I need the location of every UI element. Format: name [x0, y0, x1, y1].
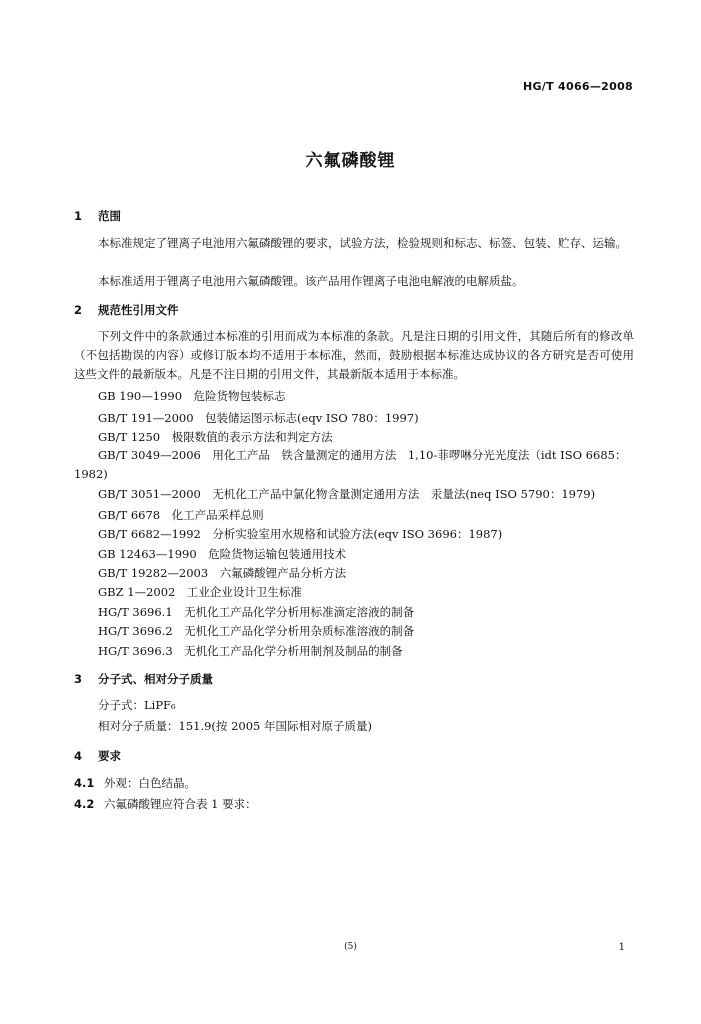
section-1-paragraph-2: 本标准适用于锂离子电池用六氟磷酸锂。该产品用作锂离子电池电解液的电解质盐。: [98, 274, 524, 288]
footer-sequence: (5): [344, 942, 357, 952]
reference-item: GB/T 19282—2003 六氟磷酸锂产品分析方法: [98, 566, 347, 580]
section-title: 要求: [98, 749, 121, 763]
reference-item: GB 190—1990 危险货物包装标志: [98, 389, 286, 403]
document-title: 六氟磷酸锂: [305, 151, 396, 171]
section-4-heading: [74, 748, 121, 764]
reference-item: HG/T 3696.3 无机化工产品化学分析用制剂及制品的制备: [98, 644, 403, 658]
molecular-mass: 相对分子质量：151.9(按 2005 年国际相对原子质量): [98, 719, 372, 733]
reference-item: GB/T 191—2000 包装储运图示标志(eqv ISO 780：1997): [98, 411, 419, 425]
molecular-formula: 分子式：LiPF₆: [98, 698, 176, 712]
standard-number: HG/T 4066—2008: [522, 80, 633, 93]
reference-item: GBZ 1—2002 工业企业设计卫生标准: [98, 585, 302, 599]
clause-number: 4.2: [74, 797, 95, 811]
reference-item: HG/T 3696.1 无机化工产品化学分析用标准滴定溶液的制备: [98, 605, 415, 619]
section-number: 3: [74, 672, 83, 686]
reference-item: GB/T 1250 极限数值的表示方法和判定方法: [98, 430, 333, 444]
section-1-paragraph-1: 本标准规定了锂离子电池用六氟磷酸锂的要求，试验方法，检验规则和标志、标签、包装、贮存、运输。: [98, 236, 627, 250]
section-2-intro: 下列文件中的条款通过本标准的引用而成为本标准的条款。凡是注日期的引用文件，其随后所有的修改单（不包括勘误的内容）或修订版本均不适用于本标准，然而，鼓励根据本标准达成协议的各方研究是否可使用这些文件的最新版本。凡是不注日期的引用文件，其最新版本适用于本标准。: [74, 329, 634, 381]
reference-item: GB/T 3049—2006 用化工产品 铁含量测定的通用方法 1,10-菲啰啉分光光度法（idt ISO 6685：1982): [74, 448, 627, 481]
clause-text: 外观：白色结晶。: [104, 776, 196, 790]
section-number: 4: [74, 749, 83, 763]
clause-text: 六氟磷酸锂应符合表 1 要求：: [104, 797, 257, 811]
reference-item: GB 12463—1990 危险货物运输包装通用技术: [98, 547, 347, 561]
reference-item: HG/T 3696.2 无机化工产品化学分析用杂质标准溶液的制备: [98, 624, 415, 638]
reference-item: GB/T 3051—2000 无机化工产品中氯化物含量测定通用方法 汞量法(neq ISO 5790：1979): [98, 487, 596, 501]
section-title: 规范性引用文件: [98, 303, 179, 317]
section-1-heading: [74, 208, 121, 224]
section-number: 1: [74, 209, 83, 223]
section-2-heading: [74, 302, 179, 318]
clause-4-1: [74, 775, 196, 791]
reference-item: GB/T 6682—1992 分析实验室用水规格和试验方法(eqv ISO 3696：1987): [98, 527, 503, 541]
page-number: 1: [618, 942, 625, 953]
section-3-heading: [74, 671, 213, 687]
section-title: 范围: [98, 209, 121, 223]
reference-item: GB/T 6678 化工产品采样总则: [98, 508, 264, 522]
clause-number: 4.1: [74, 776, 95, 790]
clause-4-2: [74, 796, 257, 812]
section-number: 2: [74, 303, 83, 317]
section-title: 分子式、相对分子质量: [98, 672, 213, 686]
